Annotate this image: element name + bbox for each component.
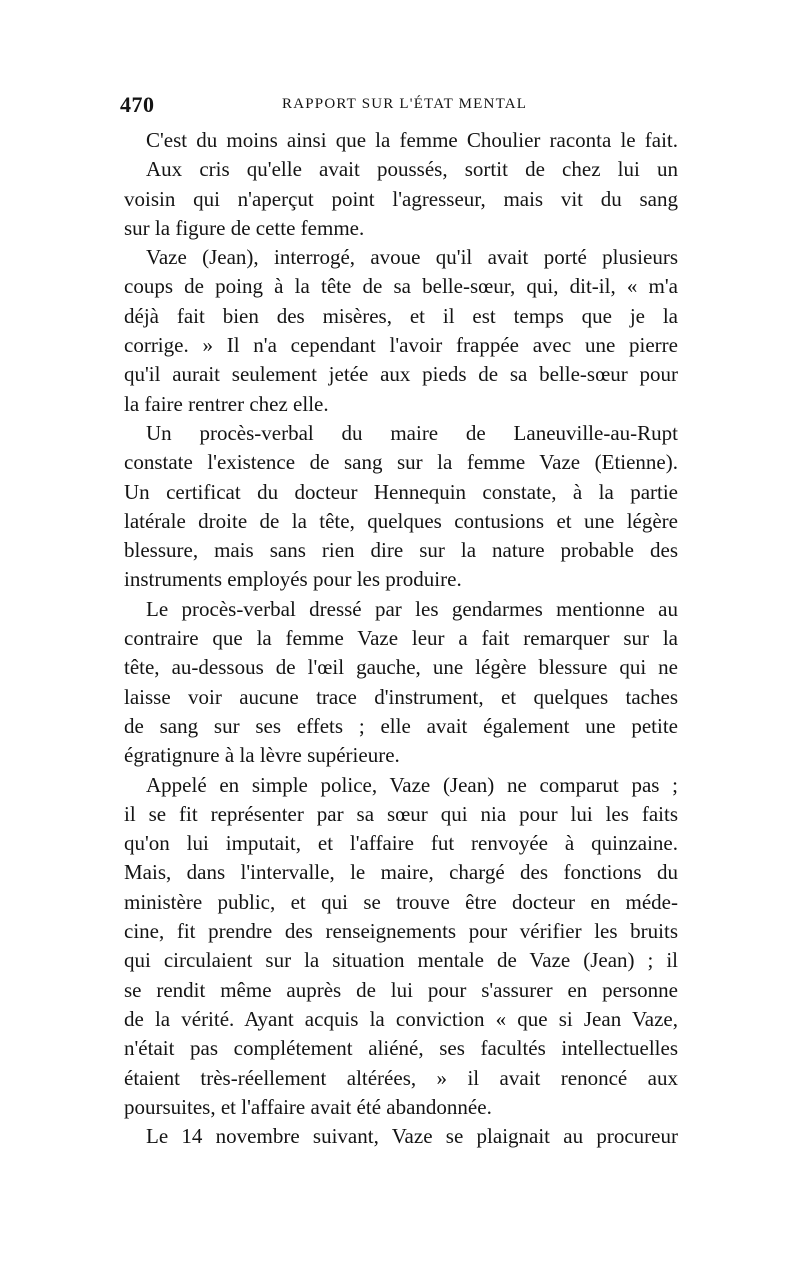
text-line: étaient très-réellement altérées, » il avait renoncé aux: [124, 1065, 678, 1090]
text-line: la faire rentrer chez elle.: [124, 391, 329, 416]
text-line: se rendit même auprès de lui pour s'assurer en personne: [124, 977, 678, 1002]
text-line: qui circulaient sur la situation mentale de Vaze (Jean) ; il: [124, 948, 678, 973]
text-line: poursuites, et l'affaire avait été abandonnée.: [124, 1094, 492, 1119]
text-line: latérale droite de la tête, quelques contusions et une légère: [124, 508, 678, 533]
text-line: qu'on lui imputait, et l'affaire fut renvoyée à quinzaine.: [124, 831, 678, 856]
text-line: C'est du moins ainsi que la femme Choulier raconta le fait.: [146, 128, 678, 152]
text-line: coups de poing à la tête de sa belle-sœur, qui, dit-il, « m'a: [124, 274, 678, 299]
text-line: laisse voir aucune trace d'instrument, et quelques taches: [124, 684, 678, 709]
text-line: il se fit représenter par sa sœur qui nia pour lui les faits: [124, 801, 678, 826]
text-line: n'était pas complétement aliéné, ses facultés intellectuelles: [124, 1036, 678, 1061]
text-line: ministère public, et qui se trouve être docteur en méde-: [124, 889, 678, 914]
text-line: de la vérité. Ayant acquis la conviction « que si Jean Vaze,: [124, 1006, 678, 1031]
text-line: corrige. » Il n'a cependant l'avoir frappée avec une pierre: [124, 333, 678, 358]
body-text: [124, 126, 678, 1151]
running-title: RAPPORT SUR L'ÉTAT MENTAL: [282, 96, 528, 112]
text-line: Un procès-verbal du maire de Laneuville-au-Rupt: [146, 420, 678, 445]
text-line: déjà fait bien des misères, et il est temps que je la: [124, 303, 678, 328]
text-line: de sang sur ses effets ; elle avait également une petite: [124, 713, 678, 738]
text-line: blessure, mais sans rien dire sur la nature probable des: [124, 538, 678, 563]
text-line: cine, fit prendre des renseignements pour vérifier les bruits: [124, 919, 678, 944]
text-line: Le 14 novembre suivant, Vaze se plaignait au procureur: [146, 1124, 678, 1149]
text-line: Appelé en simple police, Vaze (Jean) ne comparut pas ;: [146, 772, 678, 797]
text-line: instruments employés pour les produire.: [124, 567, 462, 592]
text-line: sur la figure de cette femme.: [124, 215, 365, 240]
text-line: voisin qui n'aperçut point l'agresseur, mais vit du sang: [124, 186, 678, 211]
running-head: [120, 92, 680, 122]
page-number: 470: [120, 92, 155, 117]
text-line: Aux cris qu'elle avait poussés, sortit de chez lui un: [146, 157, 678, 182]
text-line: constate l'existence de sang sur la femme Vaze (Etienne).: [124, 450, 678, 475]
text-line: égratignure à la lèvre supérieure.: [124, 743, 400, 768]
text-line: qu'il aurait seulement jetée aux pieds de sa belle-sœur pour: [124, 362, 678, 387]
text-line: Mais, dans l'intervalle, le maire, chargé des fonctions du: [124, 860, 678, 885]
text-line: Le procès-verbal dressé par les gendarmes mentionne au: [146, 596, 678, 621]
text-line: Vaze (Jean), interrogé, avoue qu'il avait porté plusieurs: [146, 245, 678, 270]
text-line: Un certificat du docteur Hennequin constate, à la partie: [124, 479, 678, 504]
text-line: tête, au-dessous de l'œil gauche, une légère blessure qui ne: [124, 655, 678, 680]
text-line: contraire que la femme Vaze leur a fait remarquer sur la: [124, 626, 678, 651]
